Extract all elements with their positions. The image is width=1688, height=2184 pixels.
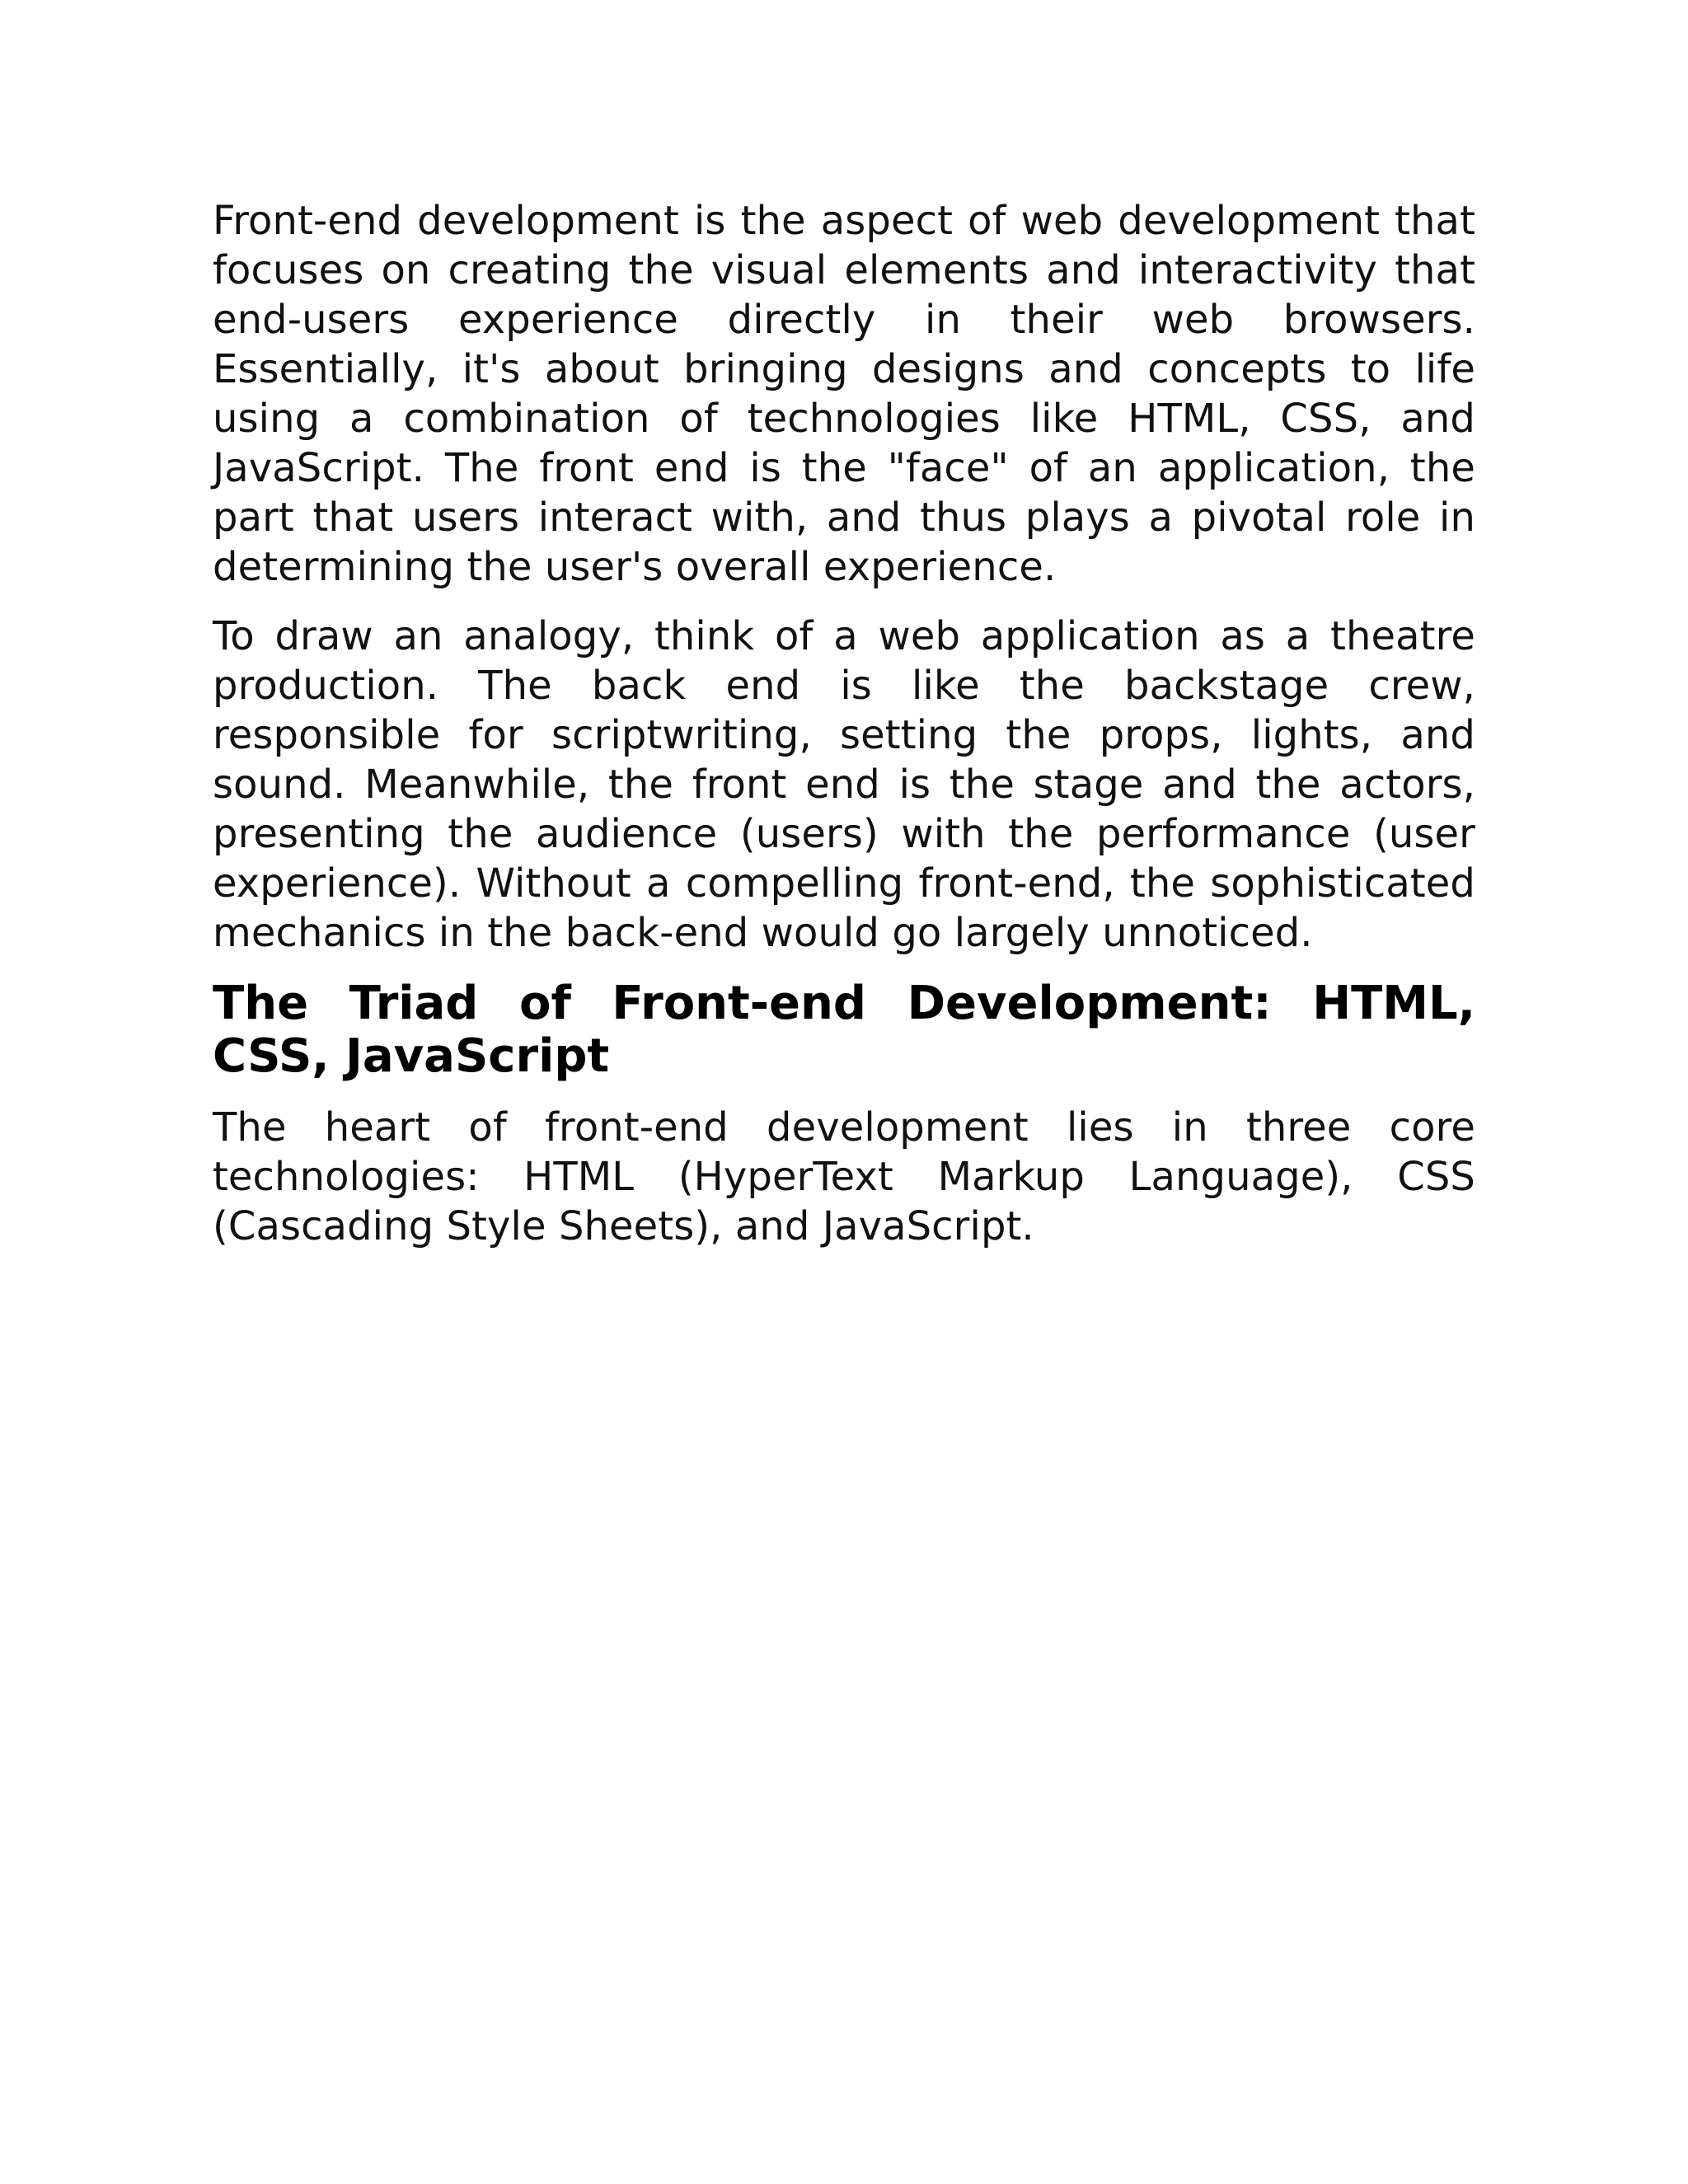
document-page xyxy=(213,196,1475,1271)
paragraph-theatre-analogy: To draw an analogy, think of a web application as a theatre production. The back end is like the backstage crew, responsible for scriptwriting, setting the props, lights, and sound. Meanwhile, the front end is the stage and the actors, presenting the audience (users) with the performance (user experience). Without a compelling front-end, the sophisticated mechanics in the back-end would go largely unnoticed. xyxy=(213,613,1475,956)
paragraph-front-end-definition: Front-end development is the aspect of web development that focuses on creating the visual elements and interactivity that end-users experience directly in their web browsers. Essentially, it's about bringing designs and concepts to life using a combination of technologies like HTML, CSS, and JavaScript. The front end is the "face" of an application, the part that users interact with, and thus plays a pivotal role in determining the user's overall experience. xyxy=(213,198,1475,590)
paragraph-core-technologies: The heart of front-end development lies in three core technologies: HTML (HyperText Markup Language), CSS (Cascading Style Sheets), and JavaScript. xyxy=(213,1104,1475,1249)
section-heading-triad: The Triad of Front-end Development: HTML, CSS, JavaScript xyxy=(213,977,1475,1083)
